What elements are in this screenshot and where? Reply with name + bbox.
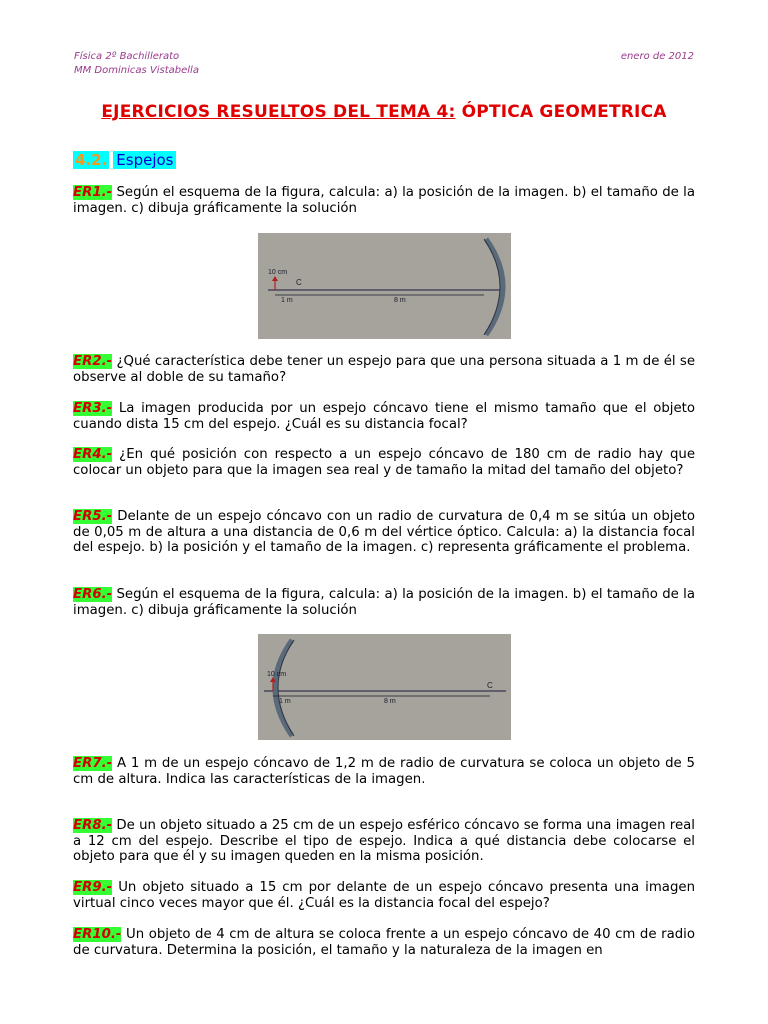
distance-label-1: 1 m: [281, 297, 293, 304]
exercise-tag: ER6.-: [73, 587, 113, 602]
exercise-tag: ER5.-: [73, 509, 113, 524]
figure-mirror-left: [258, 634, 511, 740]
exercise-text: Un objeto situado a 15 cm por delante de un espejo cóncavo presenta una imagen virtual cinco veces mayor que él. ¿Cuál es la distancia focal del espejo?: [73, 880, 695, 911]
page-title: [0, 102, 768, 122]
mirror-diagram-1: [258, 233, 511, 339]
exercise-tag: ER2.-: [73, 354, 113, 369]
object-height-label: 10 cm: [267, 671, 287, 678]
exercise-text: Un objeto de 4 cm de altura se coloca frente a un espejo cóncavo de 40 cm de radio de curvatura. Determina la posición, el tamaño y la naturaleza de la imagen en: [73, 927, 695, 958]
exercise-tag: ER10.-: [73, 927, 122, 942]
figure-mirror-right: [258, 233, 511, 339]
exercise-er5: [73, 509, 695, 556]
exercise-text: Según el esquema de la figura, calcula: a) la posición de la imagen. b) el tamaño de la imagen. c) dibuja gráficamente la solución: [73, 587, 695, 618]
exercise-text: ¿En qué posición con respecto a un espejo cóncavo de 180 cm de radio hay que colocar un objeto para que la imagen sea real y de tamaño la mitad del tamaño del objeto?: [73, 447, 696, 478]
header-date: enero de 2012: [620, 51, 694, 62]
exercise-tag: ER7.-: [73, 756, 113, 771]
exercise-text: De un objeto situado a 25 cm de un espejo esférico cóncavo se forma una imagen real a 12 cm del espejo. Describe el tipo de espejo. Indica a qué distancia debe colocarse el objeto para que él y su imagen queden en la misma posición.: [73, 818, 695, 864]
distance-label-1: 1 m: [279, 698, 291, 705]
distance-label-2: 8 m: [394, 297, 406, 304]
exercise-er3: [73, 401, 695, 432]
exercise-tag: ER3.-: [73, 401, 113, 416]
header-left: [74, 50, 199, 78]
center-label: C: [296, 278, 302, 287]
exercise-text: A 1 m de un espejo cóncavo de 1,2 m de radio de curvatura se coloca un objeto de 5 cm de altura. Indica las características de la imagen.: [73, 756, 695, 787]
object-height-label: 10 cm: [268, 269, 288, 276]
section-number: 4.2.: [75, 151, 108, 169]
exercise-text: La imagen producida por un espejo cóncavo tiene el mismo tamaño que el objeto cuando dista 15 cm del espejo. ¿Cuál es su distancia focal?: [73, 401, 695, 432]
exercise-er9: [73, 880, 695, 911]
header-school: MM Dominicas Vistabella: [74, 65, 199, 76]
exercise-er4: [73, 447, 695, 478]
exercise-er8: [73, 818, 695, 865]
section-label: Espejos: [113, 151, 176, 169]
exercise-tag: ER1.-: [73, 185, 113, 200]
exercise-er10: [73, 927, 695, 958]
exercise-text: Delante de un espejo cóncavo con un radio de curvatura de 0,4 m se sitúa un objeto de 0,05 m de altura a una distancia de 0,6 m del vértice óptico. Calcula: a) la distancia focal del espejo. b) la posición y el tamaño de la imagen. c) representa gráficamente el problema.: [73, 509, 695, 555]
title-part1: EJERCICIOS RESUELTOS DEL TEMA 4:: [101, 102, 456, 122]
distance-label-2: 8 m: [384, 698, 396, 705]
section-heading: [73, 151, 176, 169]
header-course: Física 2º Bachillerato: [74, 51, 180, 62]
exercise-text: ¿Qué característica debe tener un espejo para que una persona situada a 1 m de él se observe al doble de su tamaño?: [73, 354, 695, 385]
exercise-er2: [73, 354, 695, 385]
center-label: C: [487, 681, 493, 690]
exercise-text: Según el esquema de la figura, calcula: a) la posición de la imagen. b) el tamaño de la imagen. c) dibuja gráficamente la solución: [73, 185, 695, 216]
exercise-er6: [73, 587, 695, 618]
exercise-tag: ER8.-: [73, 818, 113, 833]
mirror-diagram-2: [258, 634, 511, 740]
exercise-er1: [73, 185, 695, 216]
title-part2: ÓPTICA GEOMETRICA: [461, 102, 667, 122]
exercise-tag: ER9.-: [73, 880, 113, 895]
exercise-tag: ER4.-: [73, 447, 113, 462]
exercise-er7: [73, 756, 695, 787]
